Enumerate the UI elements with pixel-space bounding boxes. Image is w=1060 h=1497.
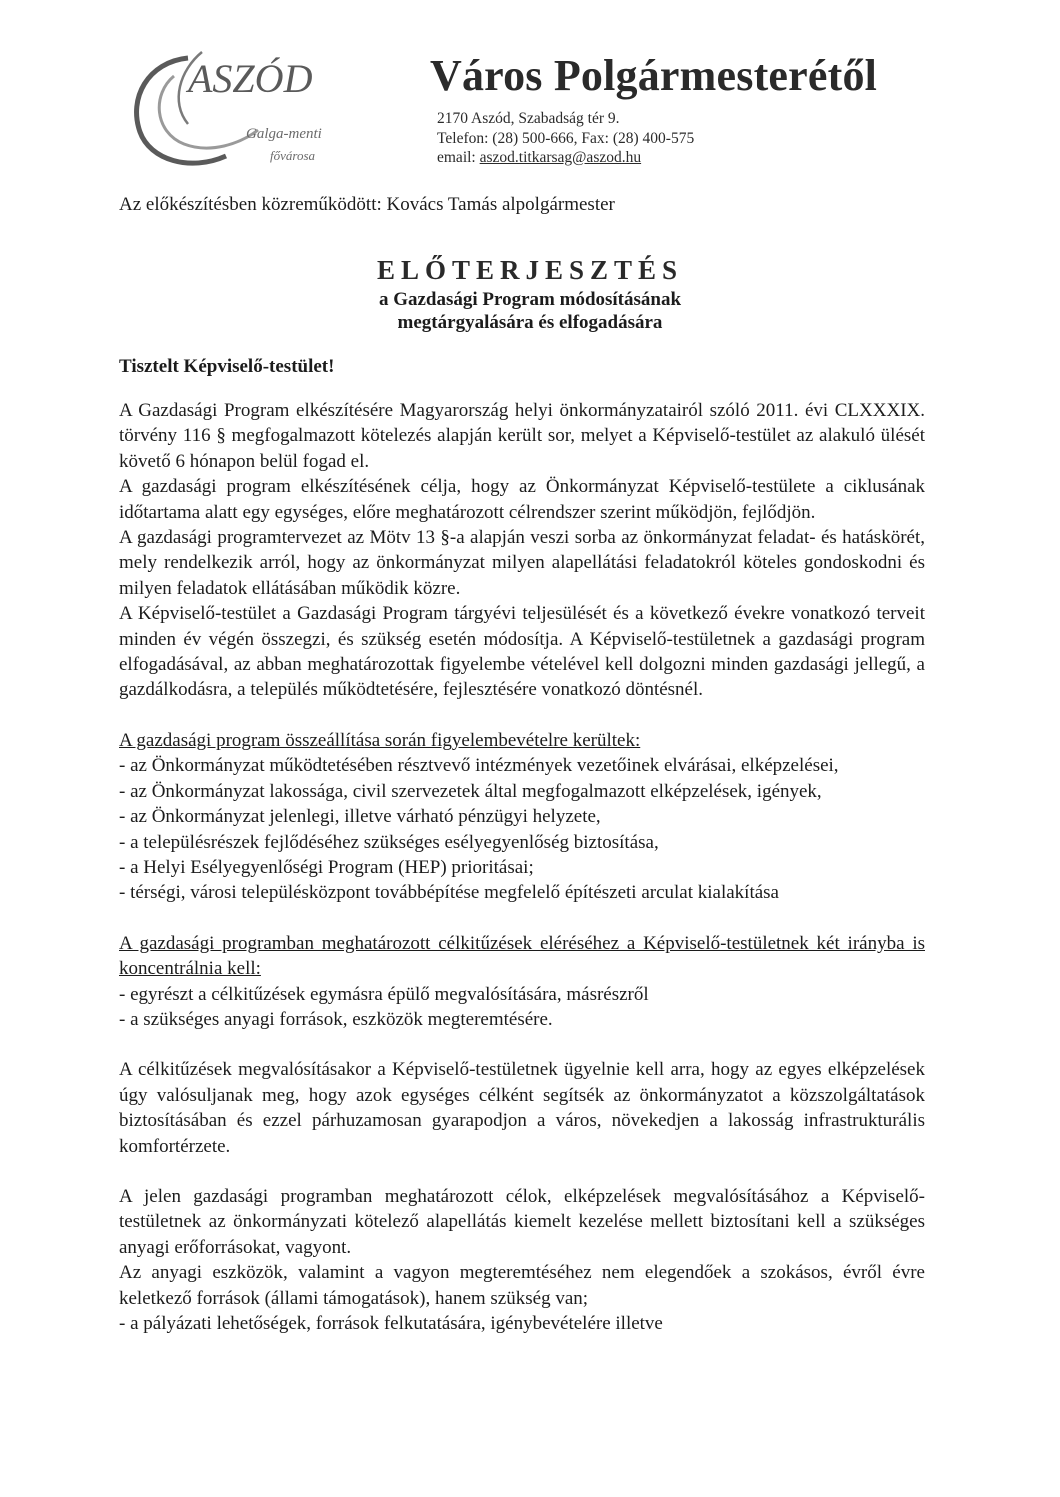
logo-wordmark: ASZÓD	[188, 56, 313, 101]
list-item: - az Önkormányzat működtetésében résztvevő intézmények vezetőinek elvárásai, elképzelései,	[119, 755, 839, 777]
contact-block	[437, 109, 694, 168]
list-item: - a településrészek fejlődéséhez szükséges esélyegyenlőség biztosítása,	[119, 831, 659, 853]
paragraph-implementation: A célkitűzések megvalósításakor a Képviselő-testületnek ügyelnie kell arra, hogy az egyes elképzelések úgy valósuljanak meg, hogy azok egységes célként segítsék az önkormányzatot a közszolgáltatások biztosításában és ezzel párhuzamosan gyarapodjon a város, növekedjen a lakosság infrastrukturális komfortérzete.	[119, 1059, 925, 1157]
city-logo-graphic	[118, 40, 388, 180]
office-title: Város Polgármesterétől	[430, 51, 878, 100]
paragraph-funding: Az anyagi eszközök, valamint a vagyon megteremtéséhez nem elegendőek a szokásos, évről évre keletkező források (állami támogatások), hanem szükség van;	[119, 1262, 925, 1309]
city-logo	[118, 40, 388, 180]
section-considerations-heading: A gazdasági program összeállítása során figyelembevételre kerültek:	[119, 729, 641, 751]
phone-fax: Telefon: (28) 500-666, Fax: (28) 400-575	[437, 129, 695, 147]
list-item: - a Helyi Esélyegyenlőségi Program (HEP) prioritásai;	[119, 856, 534, 878]
prepared-by: Az előkészítésben közreműködött: Kovács Tamás alpolgármester	[119, 194, 615, 215]
document-body	[119, 398, 925, 1336]
address: 2170 Aszód, Szabadság tér 9.	[437, 110, 620, 127]
email-link[interactable]: aszod.titkarsag@aszod.hu	[479, 149, 642, 166]
document-title: ELŐTERJESZTÉS	[376, 255, 684, 285]
subtitle-line-2: megtárgyalására és elfogadására	[397, 312, 663, 333]
paragraph-purpose: A gazdasági program elkészítésének célja, hogy az Önkormányzat Képviselő-testülete a ciklusának időtartama alatt egy egységes, előre meghatározott célrendszer szerint működjön, fejlődjön.	[119, 476, 925, 523]
logo-tagline-2: fővárosa	[270, 148, 316, 163]
list-item: - az Önkormányzat lakossága, civil szervezetek által megfogalmazott elképzelések, igények,	[119, 780, 822, 802]
logo-tagline-1: Galga-menti	[246, 126, 322, 142]
document-subtitle	[0, 288, 1060, 334]
paragraph-legal-basis: A Gazdasági Program elkészítésére Magyarország helyi önkormányzatairól szóló 2011. évi CLXXXIX. törvény 116 § megfogalmazott kötelezés alapján került sor, melyet a Képviselő-testület az alakuló ülését követő 6 hónapon belül fogad el.	[119, 400, 925, 472]
email-label: email:	[437, 149, 476, 166]
list-item: - térségi, városi településközpont továbbépítése megfelelő építészeti arculat kialakítása	[119, 882, 779, 904]
list-item: - az Önkormányzat jelenlegi, illetve várható pénzügyi helyzete,	[119, 806, 601, 828]
list-item: - a szükséges anyagi források, eszközök megteremtésére.	[119, 1008, 553, 1030]
paragraph-scope: A gazdasági programtervezet az Mötv 13 §-a alapján veszi sorba az önkormányzat feladat- és hatáskörét, mely rendelkezik arról, hogy az önkormányzat milyen alapellátási feladatokról köteles gondoskodni és milyen feladatok ellátásában működik közre.	[119, 527, 925, 599]
list-item: - egyrészt a célkitűzések egymásra épülő megvalósítására, másrészről	[119, 983, 649, 1005]
list-item: - a pályázati lehetőségek, források felkutatására, igénybevételére illetve	[119, 1313, 663, 1334]
section-directions-heading: A gazdasági programban meghatározott célkitűzések eléréséhez a Képviselő-testületnek két irányba is koncentrálnia kell:	[119, 932, 925, 980]
paragraph-annual-review: A Képviselő-testület a Gazdasági Program tárgyévi teljesülését és a következő évekre vonatkozó terveit minden év végén összegzi, és szükség esetén módosítja. A Képviselő-testületnek a gazdasági program elfogadásával, az abban meghatározottak figyelembe vételével kell dolgozni minden gazdasági jellegű, a gazdálkodásra, a település működtetésére, fejlesztésére vonatkozó döntésnél.	[119, 603, 925, 701]
email-line	[437, 148, 694, 168]
salutation: Tisztelt Képviselő-testület!	[119, 356, 335, 377]
paragraph-resources: A jelen gazdasági programban meghatározott célok, elképzelések megvalósításához a Képviselő-testületnek az önkormányzati kötelező alapellátás kiemelt kezelése mellett biztosítani kell a szükséges anyagi erőforrásokat, vagyont.	[119, 1185, 925, 1258]
subtitle-line-1: a Gazdasági Program módosításának	[378, 289, 682, 310]
